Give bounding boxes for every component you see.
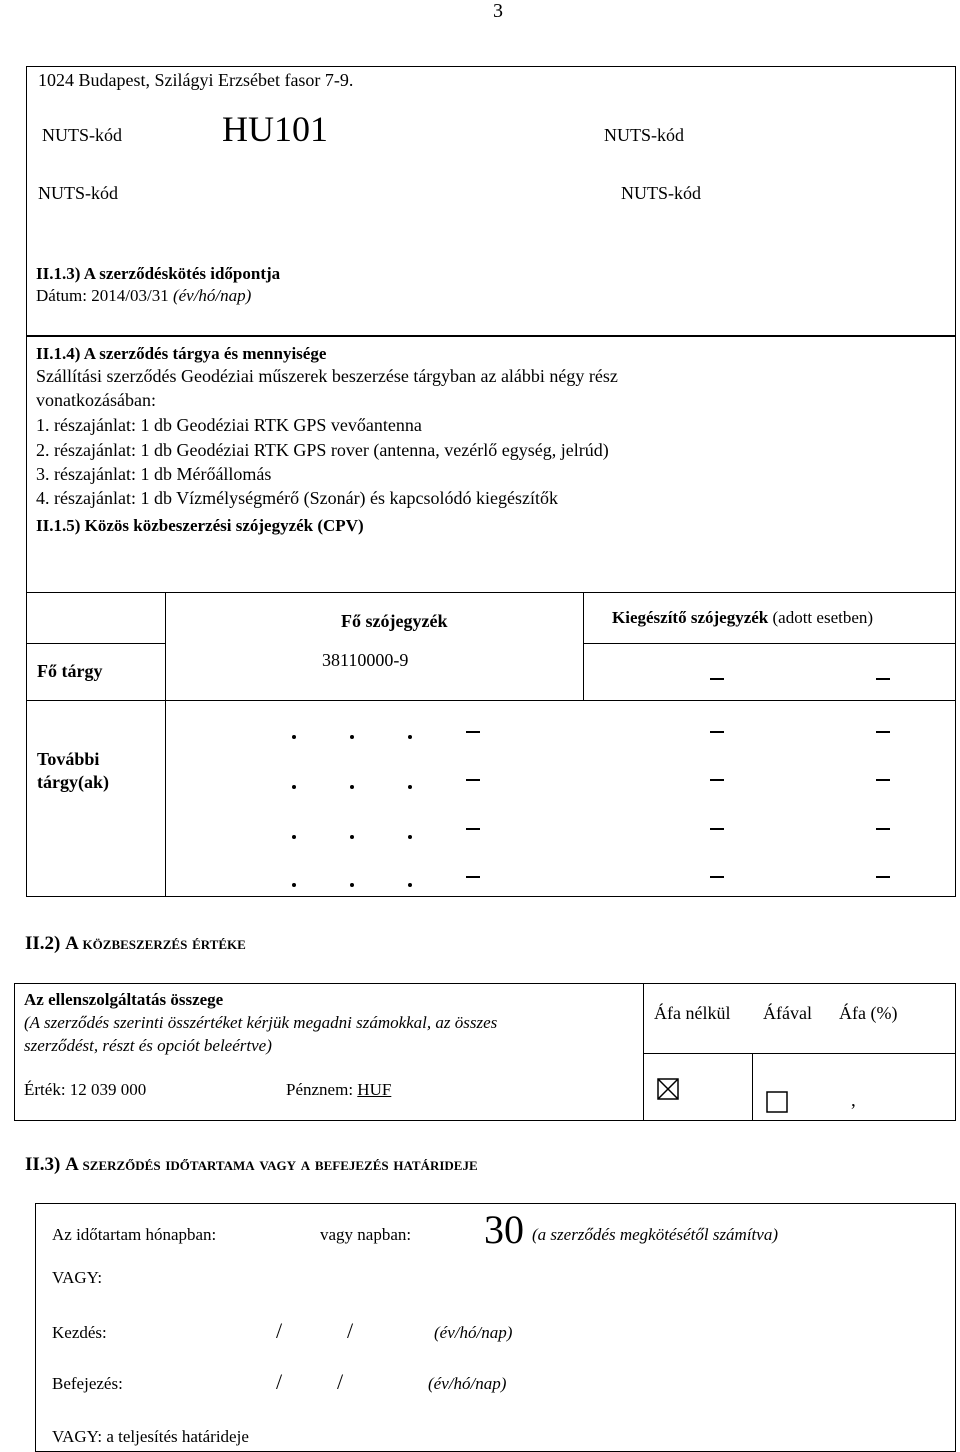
end-label: Befejezés: xyxy=(52,1374,123,1393)
with-vat-checkbox[interactable] xyxy=(766,1091,788,1113)
value-heading-text: A közbeszerzés értéke xyxy=(65,933,246,954)
placeholder-dash xyxy=(710,828,724,830)
placeholder-dash xyxy=(876,876,890,878)
days-note: (a szerződés megkötésétől számítva) xyxy=(532,1225,778,1244)
col-with-vat: Áfával xyxy=(763,1003,812,1023)
months-label: Az időtartam hónapban: xyxy=(52,1225,217,1244)
cpv-rule-mid-2 xyxy=(583,643,956,644)
supp-vocab-title: Kiegészítő szójegyzék xyxy=(612,608,769,627)
placeholder-dot xyxy=(350,883,354,887)
total-note-1: (A szerződés szerinti összértéket kérjük megadni számokkal, az összes xyxy=(24,1013,498,1032)
contract-date-line xyxy=(36,286,251,306)
placeholder-dash xyxy=(876,828,890,830)
placeholder-dot xyxy=(408,835,412,839)
supp-vocab-header xyxy=(612,608,873,628)
start-slash-1: / xyxy=(276,1318,283,1343)
placeholder-dot xyxy=(350,835,354,839)
total-label: Az ellenszolgáltatás összege xyxy=(24,990,224,1009)
days-label: vagy napban: xyxy=(320,1225,412,1244)
contract-date-format: (év/hó/nap) xyxy=(172,286,252,305)
placeholder-dot xyxy=(408,785,412,789)
placeholder-dot xyxy=(292,735,296,739)
value-col-divider xyxy=(752,1053,753,1121)
placeholder-dash xyxy=(466,779,480,781)
supp-dash xyxy=(710,678,724,680)
nuts-label-1: NUTS-kód xyxy=(42,125,122,145)
col-without-vat: Áfa nélkül xyxy=(654,1003,731,1023)
placeholder-dash xyxy=(876,779,890,781)
supp-vocab-note: (adott esetben) xyxy=(772,608,874,627)
main-object-label: Fő tárgy xyxy=(37,661,103,681)
start-slash-2: / xyxy=(347,1318,354,1343)
end-slash-1: / xyxy=(276,1369,283,1394)
col-vat-pct: Áfa (%) xyxy=(839,1003,898,1023)
duration-heading-number: II.3) xyxy=(25,1154,66,1175)
cpv-col-divider-1 xyxy=(165,592,166,897)
main-object-code: 38110000-9 xyxy=(322,650,409,670)
placeholder-dash xyxy=(876,731,890,733)
currency-field xyxy=(286,1080,391,1100)
placeholder-dash xyxy=(466,731,480,733)
end-date-format: (év/hó/nap) xyxy=(428,1374,507,1393)
duration-heading xyxy=(25,1154,478,1176)
nuts-label-4: NUTS-kód xyxy=(621,183,701,203)
part-2: 2. részajánlat: 1 db Geodéziai RTK GPS rover (antenna, vezérlő egység, jelrúd) xyxy=(36,440,609,460)
placeholder-dash xyxy=(466,876,480,878)
without-vat-checkbox[interactable] xyxy=(657,1078,679,1100)
part-1: 1. részajánlat: 1 db Geodéziai RTK GPS vevőantenna xyxy=(36,415,422,435)
placeholder-dot xyxy=(350,785,354,789)
value-col-divider xyxy=(643,983,644,1121)
end-slash-2: / xyxy=(337,1369,344,1394)
duration-heading-text: A szerződés időtartama vagy a befejezés határideje xyxy=(65,1154,478,1175)
subject-description-1: Szállítási szerződés Geodéziai műszerek beszerzése tárgyban az alábbi négy rész xyxy=(36,366,618,386)
additional-objects-label-2: tárgy(ak) xyxy=(37,772,109,792)
page-number: 3 xyxy=(493,0,503,22)
total-note-2: szerződést, részt és opciót beleértve) xyxy=(24,1036,272,1055)
supp-dash xyxy=(876,678,890,680)
cpv-rule-mid-1 xyxy=(26,643,166,644)
value-heading xyxy=(25,933,246,955)
placeholder-dot xyxy=(292,785,296,789)
currency-label: Pénznem: xyxy=(286,1080,354,1099)
cpv-col-divider-2 xyxy=(583,592,584,700)
nuts-code: HU101 xyxy=(222,109,328,149)
placeholder-dash xyxy=(710,779,724,781)
part-3: 3. részajánlat: 1 db Mérőállomás xyxy=(36,464,272,484)
start-date-format: (év/hó/nap) xyxy=(434,1323,513,1342)
placeholder-dash xyxy=(710,876,724,878)
placeholder-dash xyxy=(466,828,480,830)
additional-objects-label-1: További xyxy=(37,749,100,769)
placeholder-dot xyxy=(292,883,296,887)
placeholder-dot xyxy=(292,835,296,839)
subject-description-2: vonatkozásában: xyxy=(36,390,156,410)
main-vocab-header: Fő szójegyzék xyxy=(341,611,448,631)
contract-date-heading: II.1.3) A szerződéskötés időpontja xyxy=(36,264,281,283)
placeholder-dot xyxy=(408,735,412,739)
nuts-label-2: NUTS-kód xyxy=(604,125,684,145)
days-value: 30 xyxy=(484,1207,524,1252)
start-label: Kezdés: xyxy=(52,1323,107,1342)
currency-value: HUF xyxy=(357,1080,392,1099)
cpv-heading: II.1.5) Közös közbeszerzési szójegyzék (CPV) xyxy=(36,516,364,535)
deadline-label: VAGY: a teljesítés határideje xyxy=(52,1427,249,1446)
vat-pct-value: , xyxy=(851,1090,856,1111)
value-amount: Érték: 12 039 000 xyxy=(24,1080,147,1099)
placeholder-dot xyxy=(350,735,354,739)
subject-heading: II.1.4) A szerződés tárgya és mennyisége xyxy=(36,344,327,363)
placeholder-dot xyxy=(408,883,412,887)
contract-date-value: Dátum: 2014/03/31 xyxy=(36,286,169,305)
value-heading-number: II.2) xyxy=(25,933,66,954)
placeholder-dash xyxy=(710,731,724,733)
part-4: 4. részajánlat: 1 db Vízmélységmérő (Szonár) és kapcsolódó kiegészítők xyxy=(36,488,559,508)
address: 1024 Budapest, Szilágyi Erzsébet fasor 7-9. xyxy=(38,70,354,90)
or-label: VAGY: xyxy=(52,1268,103,1287)
nuts-label-3: NUTS-kód xyxy=(38,183,118,203)
value-row-divider xyxy=(643,1053,956,1054)
